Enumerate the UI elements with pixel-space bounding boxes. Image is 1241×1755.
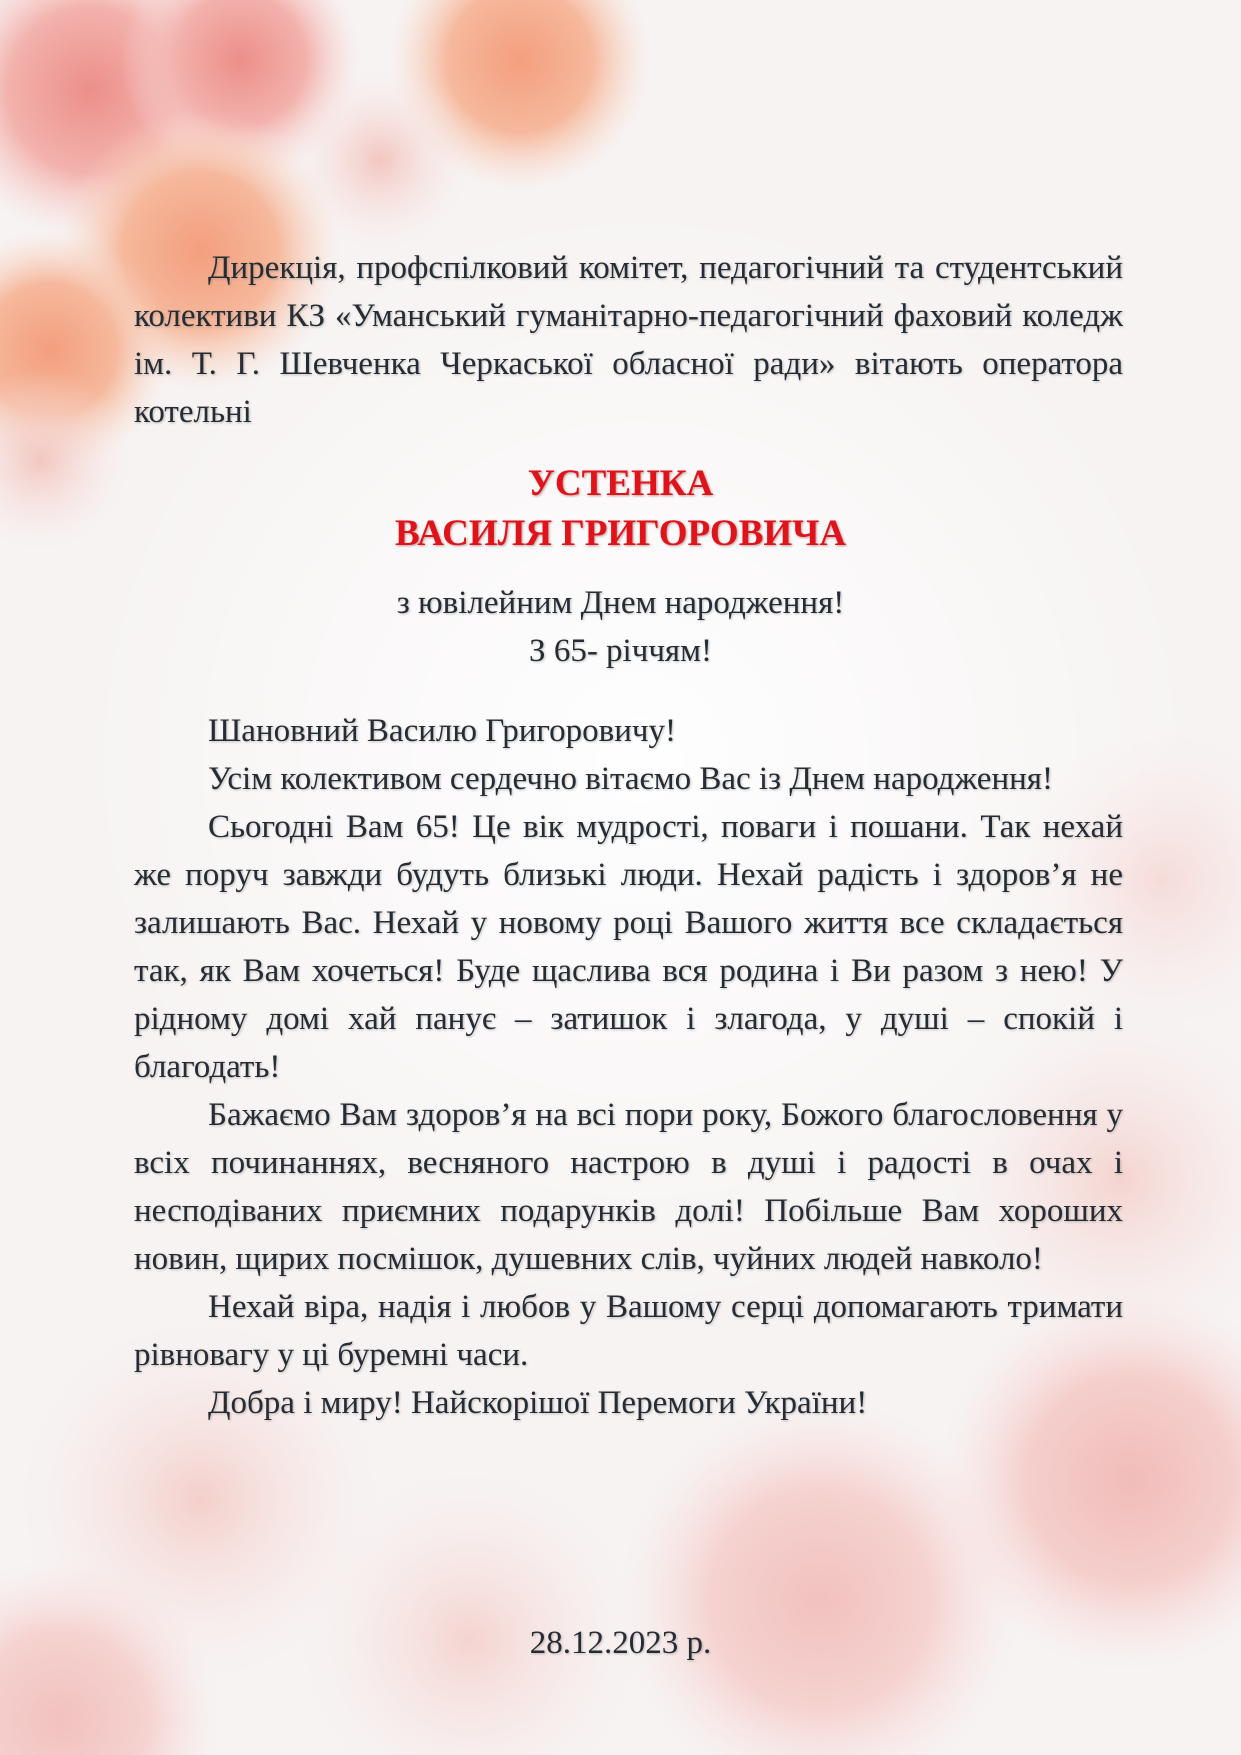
greeting-body bbox=[134, 707, 1123, 1427]
document-date: 28.12.2023 р. bbox=[529, 1625, 712, 1661]
body-paragraph: Бажаємо Вам здоров’я на всі пори року, Божого благословення у всіх починаннях, весняного настрою в душі і радості в очах і несподіваних приємних подарунків долі! Побільше Вам хороших новин, щирих посмішок, душевних слів, чуйних людей навколо! bbox=[134, 1097, 1123, 1277]
body-paragraph: Добра і миру! Найскорішої Перемоги України! bbox=[208, 1385, 868, 1421]
occasion-line: з ювілейним Днем народження! bbox=[396, 585, 845, 621]
honoree-name: ВАСИЛЯ ГРИГОРОВИЧА bbox=[394, 513, 847, 554]
intro-text: Дирекція, профспілковий комітет, педагогічний та студентський колективи КЗ «Уманський гуманітарно-педагогічний фаховий коледж ім. Т. Г. Шевченка Черкаської обласної ради» вітають оператора котельні bbox=[134, 250, 1123, 430]
honoree-surname: УСТЕНКА bbox=[527, 463, 714, 504]
anniversary-line: З 65- річчям! bbox=[529, 633, 712, 669]
body-paragraph: Нехай віра, надія і любов у Вашому серці допомагають тримати рівновагу у ці буремні часи. bbox=[134, 1289, 1123, 1373]
intro-paragraph bbox=[134, 244, 1123, 436]
body-paragraph: Сьогодні Вам 65! Це вік мудрості, поваги і пошани. Так нехай же поруч завжди будуть близькі люди. Нехай радість і здоров’я не залишають Вас. Нехай у новому році Вашого життя все складається так, як Вам хочеться! Буде щаслива вся родина і Ви разом з нею! У рідному домі хай панує – затишок і злагода, у душі – спокій і благодать! bbox=[134, 809, 1123, 1085]
salutation: Шановний Василю Григоровичу! bbox=[208, 713, 676, 749]
body-paragraph: Усім колективом сердечно вітаємо Вас із Днем народження! bbox=[208, 761, 1053, 797]
